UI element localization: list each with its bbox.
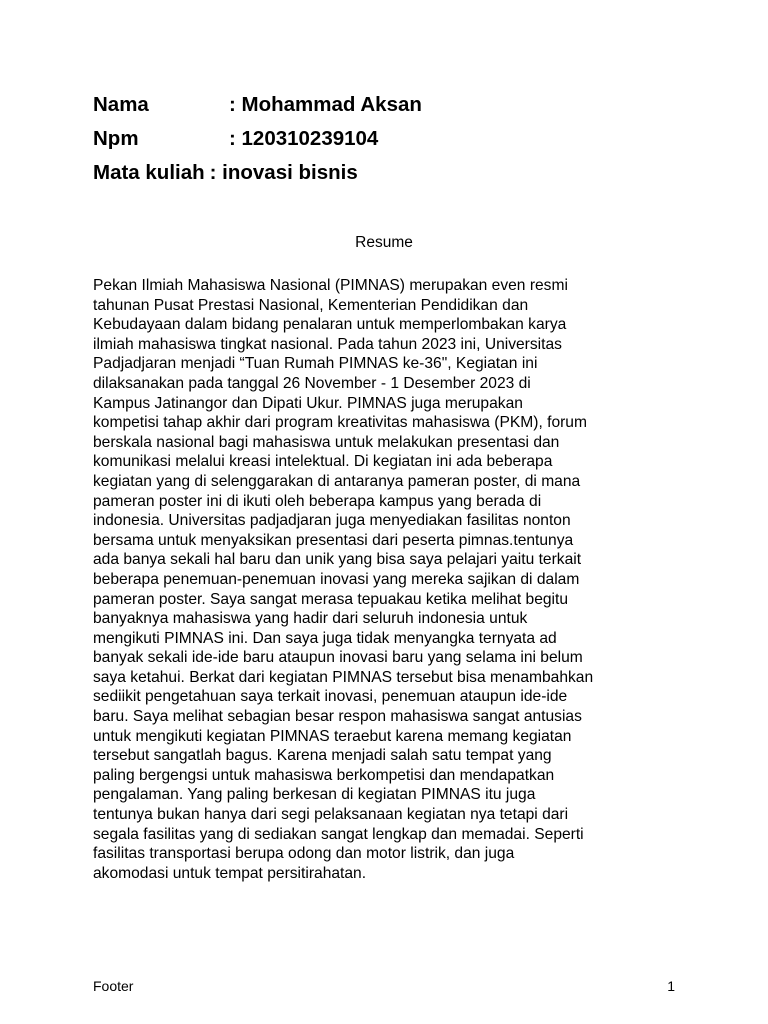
- name-value: : Mohammad Aksan: [229, 93, 422, 116]
- body-line: ilmiah mahasiswa tingkat nasional. Pada tahun 2023 ini, Universitas: [93, 335, 562, 353]
- resume-body: [93, 276, 683, 883]
- course-label: Mata kuliah: [93, 161, 205, 184]
- body-line: Pekan Ilmiah Mahasiswa Nasional (PIMNAS) merupakan even resmi: [93, 277, 568, 294]
- student-info-header: [93, 88, 653, 190]
- body-line: Kampus Jatinangor dan Dipati Ukur. PIMNAS juga merupakan: [93, 394, 523, 412]
- npm-label: Npm: [93, 127, 139, 150]
- body-line: komunikasi melalui kreasi intelektual. Di kegiatan ini ada beberapa: [93, 453, 553, 471]
- footer-label: Footer: [93, 978, 134, 994]
- body-line: tahunan Pusat Prestasi Nasional, Kementerian Pendidikan dan: [93, 296, 529, 314]
- body-line: sediikit pengetahuan saya terkait inovasi, penemuan ataupun ide-ide: [93, 688, 568, 706]
- body-line: berskala nasional bagi mahasiswa untuk melakukan presentasi dan: [93, 433, 560, 451]
- body-line: kegiatan yang di selenggarakan di antaranya pameran poster, di mana: [93, 472, 581, 490]
- course-row: [93, 156, 653, 190]
- body-line: segala fasilitas yang di sediakan sangat lengkap dan memadai. Seperti: [93, 825, 584, 843]
- body-line: ada banya sekali hal baru dan unik yang bisa saya pelajari yaitu terkait: [93, 551, 582, 569]
- body-line: mengikuti PIMNAS ini. Dan saya juga tidak menyangka ternyata ad: [93, 629, 557, 647]
- body-line: Padjadjaran menjadi “Tuan Rumah PIMNAS ke-36", Kegiatan ini: [93, 355, 538, 373]
- body-line: Kebudayaan dalam bidang penalaran untuk memperlombakan karya: [93, 316, 567, 334]
- body-line: beberapa penemuan-penemuan inovasi yang mereka sajikan di dalam: [93, 570, 580, 588]
- body-line: pengalaman. Yang paling berkesan di kegiatan PIMNAS itu juga: [93, 786, 536, 804]
- body-line: indonesia. Universitas padjadjaran juga menyediakan fasilitas nonton: [93, 512, 571, 530]
- body-line: bersama untuk menyaksikan presentasi dari peserta pimnas.tentunya: [93, 531, 574, 549]
- course-value: : inovasi bisnis: [209, 161, 358, 184]
- body-line: saya ketahui. Berkat dari kegiatan PIMNAS tersebut bisa menambahkan: [93, 668, 594, 686]
- body-line: akomodasi untuk tempat persitirahatan.: [93, 864, 367, 882]
- npm-value: : 120310239104: [229, 127, 379, 150]
- name-row: [93, 88, 653, 122]
- body-line: untuk mengikuti kegiatan PIMNAS teraebut karena memang kegiatan: [93, 727, 572, 745]
- body-line: paling bergengsi untuk mahasiswa berkompetisi dan mendapatkan: [93, 766, 555, 784]
- body-line: banyaknya mahasiswa yang hadir dari seluruh indonesia untuk: [93, 610, 528, 628]
- body-line: kompetisi tahap akhir dari program kreativitas mahasiswa (PKM), forum: [93, 414, 587, 432]
- body-line: baru. Saya melihat sebagian besar respon mahasiswa sangat antusias: [93, 708, 582, 726]
- body-line: banyak sekali ide-ide baru ataupun inovasi baru yang selama ini belum: [93, 649, 583, 667]
- body-line: pameran poster ini di ikuti oleh beberapa kampus yang berada di: [93, 492, 542, 510]
- body-line: tentunya bukan hanya dari segi pelaksanaan kegiatan nya tetapi dari: [93, 806, 569, 824]
- body-line: pameran poster. Saya sangat merasa tepuakau ketika melihat begitu: [93, 590, 569, 608]
- page-number: 1: [667, 978, 675, 994]
- body-line: fasilitas transportasi berupa odong dan motor listrik, dan juga: [93, 845, 515, 863]
- name-label: Nama: [93, 93, 149, 116]
- document-title: Resume: [355, 234, 413, 251]
- body-line: dilaksanakan pada tanggal 26 November - 1 Desember 2023 di: [93, 374, 531, 392]
- body-line: tersebut sangatlah bagus. Karena menjadi salah satu tempat yang: [93, 747, 552, 765]
- npm-row: [93, 122, 653, 156]
